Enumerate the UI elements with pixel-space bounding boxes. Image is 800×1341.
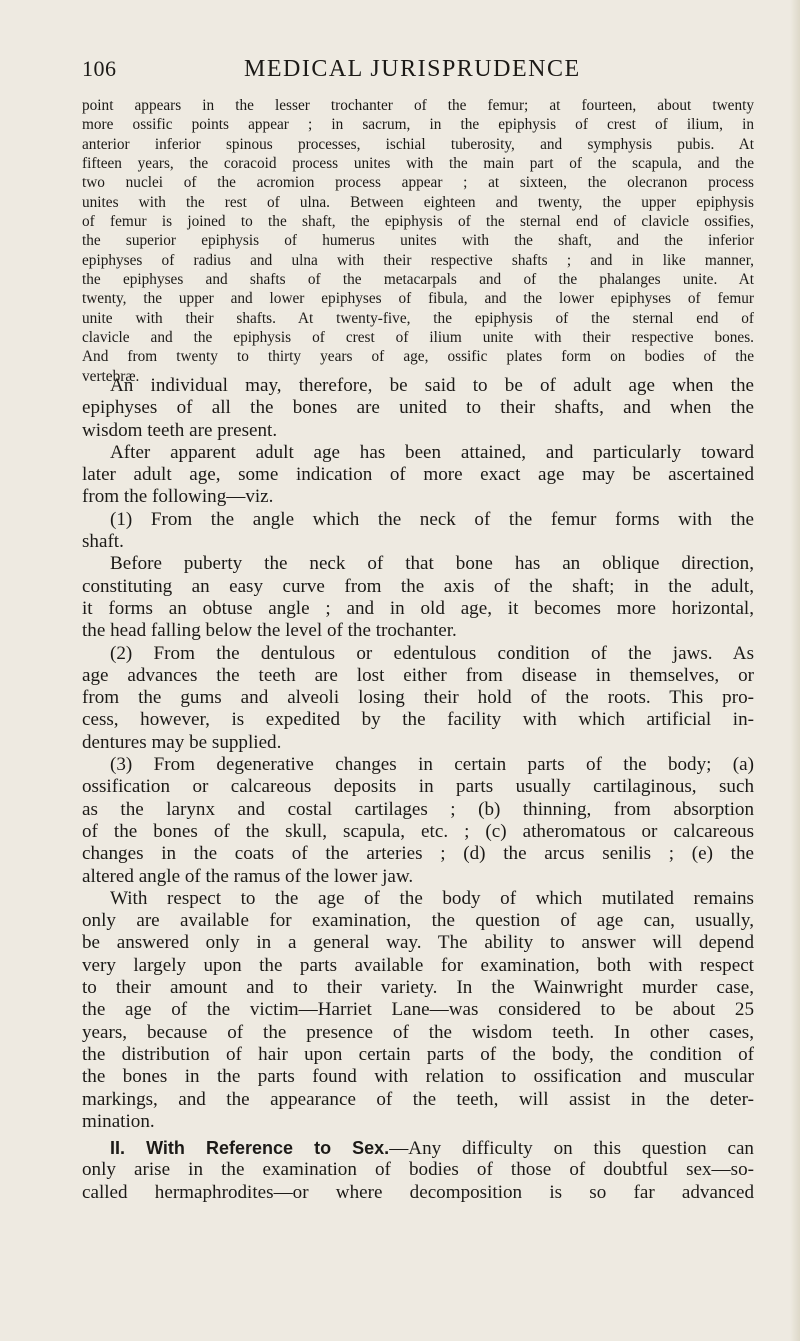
small-print-line: clavicle and the epiphysis of crest of ilium unite with their respective bones. <box>82 329 754 347</box>
small-print-line: unites with the rest of ulna. Between eighteen and twenty, the upper epiphysis <box>82 193 754 211</box>
small-print-line: two nuclei of the acromion process appear ; at sixteen, the olecranon process <box>82 174 754 192</box>
text-line: ossification or calcareous deposits in parts usually cartilaginous, such <box>82 776 754 798</box>
text-line: from the gums and alveoli losing their hold of the roots. This pro- <box>82 687 754 709</box>
section-first-line <box>82 1137 754 1159</box>
text-line: age advances the teeth are lost either from disease in themselves, or <box>82 664 754 686</box>
text-line: shaft. <box>82 531 124 553</box>
text-line: After apparent adult age has been attained, and particularly toward <box>110 441 754 463</box>
text-line: as the larynx and costal cartilages ; (b) thinning, from absorption <box>82 798 754 820</box>
small-print-paragraph <box>82 96 754 386</box>
text-line: An individual may, therefore, be said to be of adult age when the <box>110 375 754 396</box>
text-line: called hermaphrodites—or where decomposition is so far advanced <box>82 1181 754 1203</box>
text-line: it forms an obtuse angle ; and in old age, it becomes more horizontal, <box>82 597 754 619</box>
small-print-line: And from twenty to thirty years of age, ossific plates form on bodies of the <box>82 348 754 366</box>
small-print-line: fifteen years, the coracoid process unites with the main part of the scapula, and the <box>82 155 754 173</box>
text-line: epiphyses of all the bones are united to their shafts, and when the <box>82 397 754 419</box>
small-print-line: unite with their shafts. At twenty-five, the epiphysis of the sternal end of <box>82 309 754 327</box>
small-print-line: twenty, the upper and lower epiphyses of fibula, and the lower epiphyses of femur <box>82 290 754 308</box>
text-line: (1) From the angle which the neck of the femur forms with the <box>110 508 754 530</box>
text-line: only are available for examination, the question of age can, usually, <box>82 910 754 932</box>
main-text <box>82 375 754 1204</box>
text-line: from the following—viz. <box>82 486 274 508</box>
page-number: 106 <box>82 56 117 81</box>
small-print-line: vertebræ. <box>82 367 140 385</box>
text-line: With respect to the age of the body of which mutilated remains <box>110 887 754 909</box>
section-text: —Any difficulty on this question can <box>389 1138 754 1160</box>
text-line: Before puberty the neck of that bone has an oblique direction, <box>110 553 754 575</box>
small-print-line: point appears in the lesser trochanter of the femur; at fourteen, about twenty <box>82 97 754 114</box>
text-line: dentures may be supplied. <box>82 731 282 753</box>
text-line: later adult age, some indication of more exact age may be ascertained <box>82 464 754 486</box>
text-line: the bones in the parts found with relation to ossification and muscular <box>82 1066 754 1088</box>
text-line: changes in the coats of the arteries ; (d) the arcus senilis ; (e) the <box>82 843 754 865</box>
text-line: of the bones of the skull, scapula, etc. ; (c) atheromatous or calcareous <box>82 820 754 842</box>
text-line: the head falling below the level of the trochanter. <box>82 620 457 642</box>
text-line: altered angle of the ramus of the lower jaw. <box>82 865 414 887</box>
small-print-line: of femur is joined to the shaft, the epiphysis of the sternal end of clavicle ossifies, <box>82 213 754 231</box>
text-line: the distribution of hair upon certain parts of the body, the condition of <box>82 1043 754 1065</box>
text-line: cess, however, is expedited by the facility with which artificial in- <box>82 709 754 731</box>
small-print-line: the superior epiphysis of humerus unites with the shaft, and the inferior <box>82 232 754 250</box>
small-print-line: the epiphyses and shafts of the metacarpals and of the phalanges unite. At <box>82 271 754 289</box>
text-line: only arise in the examination of bodies of those of doubtful sex—so- <box>82 1159 754 1181</box>
section-heading: II. With Reference to Sex. <box>110 1138 390 1159</box>
text-line: wisdom teeth are present. <box>82 419 278 441</box>
page-edge <box>790 0 800 1341</box>
text-line: the age of the victim—Harriet Lane—was considered to be about 25 <box>82 999 754 1021</box>
text-line: to their amount and to their variety. In the Wainwright murder case, <box>82 977 754 999</box>
running-head <box>82 56 750 90</box>
small-print-line: more ossific points appear ; in sacrum, in the epiphysis of crest of ilium, in <box>82 116 754 134</box>
running-title: MEDICAL JURISPRUDENCE <box>244 56 581 82</box>
text-line: markings, and the appearance of the teeth, will assist in the deter- <box>82 1088 754 1110</box>
text-line: years, because of the presence of the wisdom teeth. In other cases, <box>82 1021 754 1043</box>
small-print-line: epiphyses of radius and ulna with their respective shafts ; and in like manner, <box>82 251 754 269</box>
text-line: (3) From degenerative changes in certain parts of the body; (a) <box>110 754 754 776</box>
text-line: constituting an easy curve from the axis of the shaft; in the adult, <box>82 575 754 597</box>
text-line: very largely upon the parts available for examination, both with respect <box>82 954 754 976</box>
text-line: be answered only in a general way. The ability to answer will depend <box>82 932 754 954</box>
text-line: mination. <box>82 1110 155 1132</box>
small-print-line: anterior inferior spinous processes, ischial tuberosity, and symphysis pubis. At <box>82 135 754 153</box>
text-line: (2) From the dentulous or edentulous condition of the jaws. As <box>110 642 754 664</box>
